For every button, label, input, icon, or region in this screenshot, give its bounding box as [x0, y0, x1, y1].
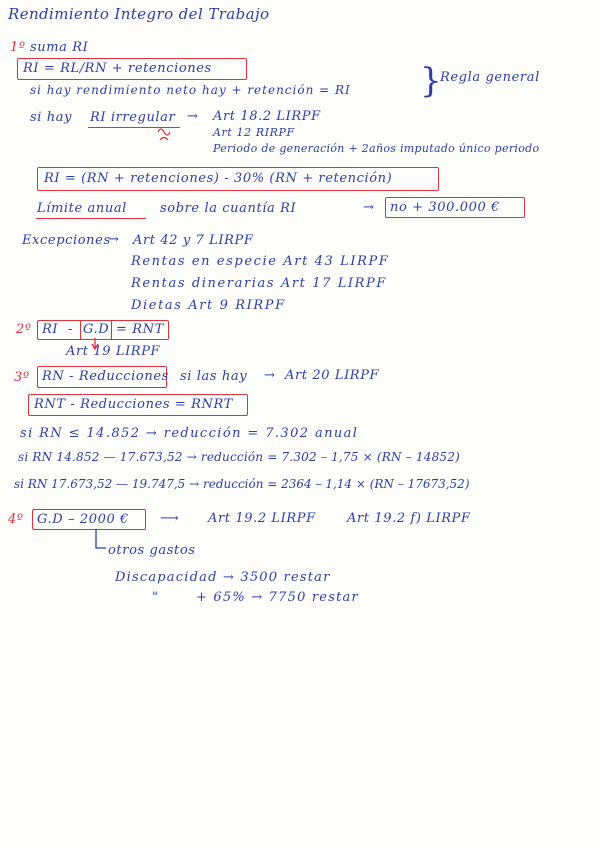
page-title: Rendimiento Integro del Trabajo [8, 5, 270, 23]
rnt-minus: - [68, 322, 73, 337]
irregular-ref-law: Art 18.2 LIRPF [213, 109, 321, 124]
reduction-rule-2: si RN 14.852 — 17.673,52 → reducción = 7.302 – 1,75 × (RN – 14852) [18, 450, 460, 464]
reductions-note: si las hay [180, 369, 248, 384]
rnrt-formula: RNT - Reducciones = RNRT [34, 397, 233, 412]
step-number-4: 4º [8, 512, 24, 527]
step-number-1: 1º [10, 40, 26, 55]
other-expenses: otros gastos [108, 543, 196, 558]
ditto-mark: " [152, 590, 159, 605]
reductions-ref: Art 20 LIRPF [285, 368, 380, 383]
arrow-icon: → [264, 368, 276, 383]
reduction-rule-3: si RN 17.673,52 — 19.747,5 → reducción = 2364 – 1,14 × (RN – 17673,52) [14, 477, 470, 491]
annual-limit-label: Límite anual [37, 201, 127, 216]
exception-2: Rentas en especie Art 43 LIRPF [131, 254, 390, 269]
exceptions-label: Excepciones [22, 233, 111, 248]
formula-ri: RI = RL/RN + retenciones [23, 61, 212, 76]
arrow-icon: → [108, 232, 120, 247]
gd-deduction: G.D – 2000 € [37, 512, 129, 527]
irregular-ref-reg: Art 12 RIRPF [213, 126, 295, 139]
annual-limit-text: sobre la cuantía RI [160, 201, 297, 216]
rnt-result: = RNT [116, 322, 164, 337]
reduction-rule-1: si RN ≤ 14.852 → reducción = 7.302 anual [20, 426, 359, 441]
disability-2: + 65% → 7750 restar [196, 590, 359, 605]
gd-ref-1: Art 19.2 LIRPF [208, 511, 316, 526]
exception-3: Rentas dinerarias Art 17 LIRPF [131, 276, 388, 291]
disability-1: Discapacidad → 3500 restar [115, 570, 331, 585]
arrow-icon: ⟶ [160, 511, 180, 526]
brace-icon: } [420, 61, 443, 101]
step-number-3: 3º [14, 370, 30, 385]
reductions-formula: RN - Reducciones [42, 369, 169, 384]
exception-4: Dietas Art 9 RIRPF [131, 298, 286, 313]
irregular-label: RI irregular [90, 110, 176, 125]
general-rule-label: Regla general [440, 70, 540, 85]
arrow-icon: → [363, 200, 375, 215]
rnt-ref: Art 19 LIRPF [66, 344, 161, 359]
exception-1: Art 42 y 7 LIRPF [133, 233, 254, 248]
rule-line: si hay rendimiento neto hay + retención = RI [30, 83, 351, 97]
irregular-prefix: si hay [30, 110, 73, 125]
formula-irregular: RI = (RN + retenciones) - 30% (RN + retención) [44, 171, 393, 186]
gd-ref-2: Art 19.2 f) LIRPF [347, 511, 471, 526]
rnt-ri: RI [42, 322, 59, 337]
step-number-2: 2º [16, 322, 32, 337]
arrow-icon: → [187, 109, 199, 124]
rnt-gd: G.D [83, 322, 110, 337]
step1-heading: suma RI [30, 40, 89, 55]
annual-limit-value: no + 300.000 € [390, 200, 500, 215]
irregular-period: Periodo de generación + 2años imputado único periodo [213, 142, 540, 155]
